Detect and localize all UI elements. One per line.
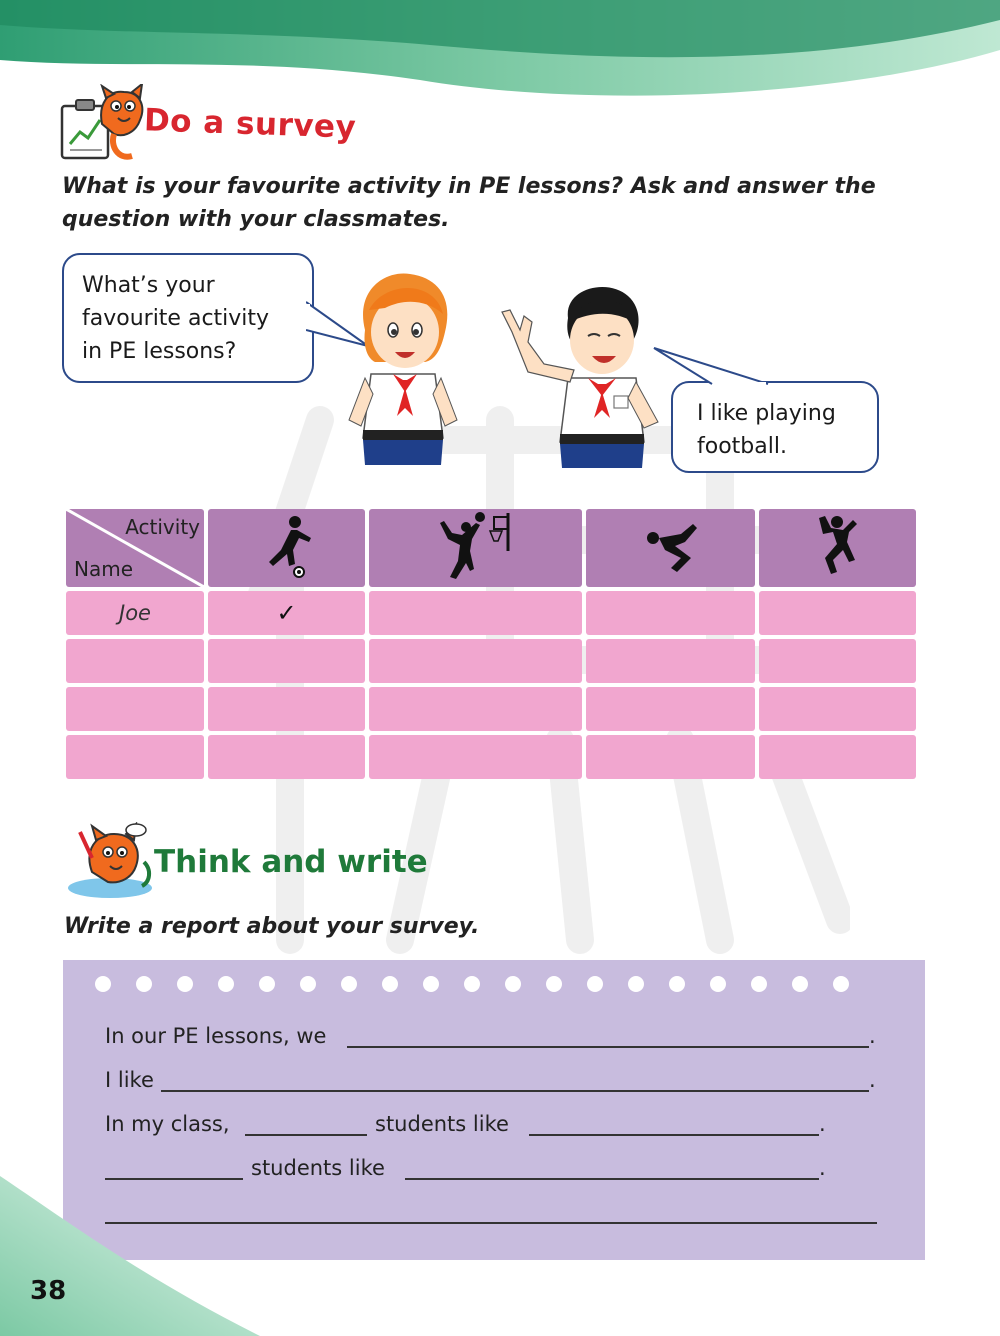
- table-row: [66, 591, 920, 635]
- question-speech-bubble: [62, 253, 314, 383]
- tick-cell[interactable]: [208, 735, 365, 779]
- write-section-title: Think and write: [154, 844, 428, 880]
- report-line-1-period: .: [869, 1024, 876, 1048]
- answer-cell[interactable]: [586, 687, 754, 731]
- name-cell[interactable]: [66, 687, 204, 731]
- report-line-2-period: .: [869, 1068, 876, 1092]
- write-section-header: [62, 822, 428, 902]
- answer-cell[interactable]: [369, 591, 582, 635]
- answer-cell[interactable]: [759, 735, 916, 779]
- answer-cell[interactable]: [586, 591, 754, 635]
- hole: [259, 976, 275, 992]
- tick-cell[interactable]: ✓: [208, 591, 365, 635]
- tick-cell[interactable]: [208, 639, 365, 683]
- hole: [177, 976, 193, 992]
- report-line-2-text: I like: [105, 1068, 154, 1092]
- bottom-green-wave: [0, 1176, 260, 1336]
- answer-cell[interactable]: [759, 591, 916, 635]
- football-player-icon: [259, 514, 315, 578]
- report-line-4-text: students like: [251, 1156, 385, 1180]
- climbing-activity-header: [759, 509, 916, 587]
- table-row: [66, 639, 920, 683]
- hole: [300, 976, 316, 992]
- survey-section-title: Do a survey: [143, 102, 357, 146]
- table-header-row: [66, 509, 920, 587]
- hole: [792, 976, 808, 992]
- cat-with-clipboard-icon: [58, 84, 148, 164]
- report-line-1-text: In our PE lessons, we: [105, 1024, 327, 1048]
- answer-cell[interactable]: [759, 639, 916, 683]
- hole: [833, 976, 849, 992]
- answer-cell[interactable]: [759, 687, 916, 731]
- jumping-person-icon: [641, 516, 701, 576]
- report-line-3-period: .: [819, 1112, 826, 1136]
- write-instruction: Write a report about your survey.: [64, 914, 480, 939]
- report-line-2-blank[interactable]: [161, 1090, 869, 1092]
- answer-cell[interactable]: [369, 735, 582, 779]
- hole: [587, 976, 603, 992]
- hole: [341, 976, 357, 992]
- notebook-holes: [95, 976, 849, 992]
- report-line-3-text-a: In my class,: [105, 1112, 230, 1136]
- hole: [218, 976, 234, 992]
- answer-cell[interactable]: [586, 639, 754, 683]
- hole: [710, 976, 726, 992]
- report-line-4-blank-b[interactable]: [405, 1178, 819, 1180]
- answer-bubble-tail: [652, 346, 772, 386]
- answer-line-1: I like playing: [697, 401, 836, 426]
- answer-speech-bubble: [671, 381, 879, 473]
- header-activity-label: Activity: [125, 515, 200, 539]
- answer-cell[interactable]: [586, 735, 754, 779]
- name-cell[interactable]: Joe: [66, 591, 204, 635]
- boy-character: [488, 282, 668, 468]
- question-line-1: What’s your: [82, 273, 215, 298]
- page-number: 38: [30, 1276, 67, 1306]
- name-cell[interactable]: [66, 735, 204, 779]
- hole: [136, 976, 152, 992]
- hole: [628, 976, 644, 992]
- header-name-label: Name: [74, 557, 134, 581]
- name-cell[interactable]: [66, 639, 204, 683]
- basketball-activity-header: [369, 509, 582, 587]
- jumping-activity-header: [586, 509, 754, 587]
- hole: [669, 976, 685, 992]
- question-line-2: favourite activity: [82, 306, 270, 331]
- survey-section-header: [58, 84, 356, 164]
- cat-with-pencil-icon: [62, 822, 152, 902]
- answer-cell[interactable]: [369, 639, 582, 683]
- climbing-person-icon: [809, 514, 865, 578]
- survey-instruction: What is your favourite activity in PE lessons? Ask and answer the question with your classmates.: [62, 174, 876, 232]
- hole: [751, 976, 767, 992]
- hole: [464, 976, 480, 992]
- basketball-player-icon: [438, 511, 514, 581]
- hole: [95, 976, 111, 992]
- table-row: [66, 687, 920, 731]
- report-line-3-text-b: students like: [375, 1112, 509, 1136]
- football-activity-header: [208, 509, 365, 587]
- survey-table: [62, 505, 924, 783]
- answer-line-2: football.: [697, 434, 787, 459]
- question-line-3: in PE lessons?: [82, 339, 237, 364]
- report-line-4-period: .: [819, 1156, 826, 1180]
- hole: [505, 976, 521, 992]
- girl-character: [345, 270, 460, 465]
- tick-cell[interactable]: [208, 687, 365, 731]
- hole: [382, 976, 398, 992]
- report-line-3-blank-a[interactable]: [245, 1134, 367, 1136]
- report-line-1-blank[interactable]: [347, 1046, 869, 1048]
- hole: [423, 976, 439, 992]
- hole: [546, 976, 562, 992]
- report-line-3-blank-b[interactable]: [529, 1134, 819, 1136]
- answer-cell[interactable]: [369, 687, 582, 731]
- table-row: [66, 735, 920, 779]
- header-corner-cell: [66, 509, 204, 587]
